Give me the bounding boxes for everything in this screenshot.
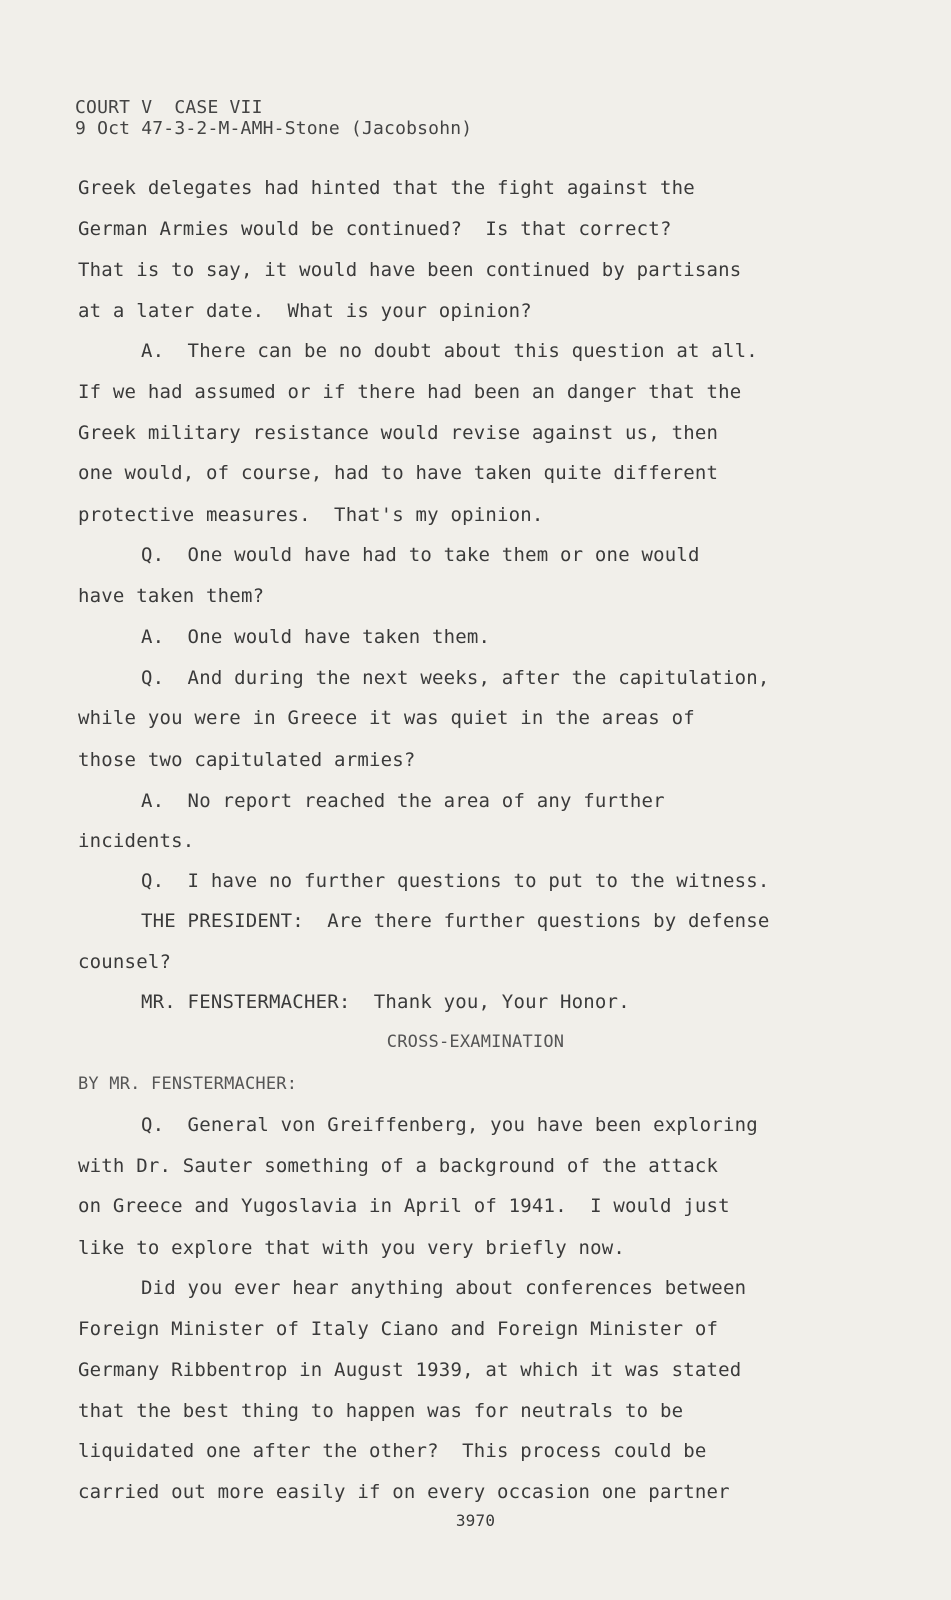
question-line: Q. And during the next weeks, after the capitulation, <box>141 667 770 689</box>
text-line: Did you ever hear anything about conferences between <box>141 1277 747 1299</box>
text-line: Germany Ribbentrop in August 1939, at which it was stated <box>78 1359 742 1381</box>
text-line: one would, of course, had to have taken quite different <box>78 462 719 484</box>
answer-line: A. One would have taken them. <box>141 626 491 648</box>
text-line: with Dr. Sauter something of a background of the attack <box>78 1155 719 1177</box>
text-line: at a later date. What is your opinion? <box>78 300 532 322</box>
question-line: Q. General von Greiffenberg, you have been exploring <box>141 1114 758 1136</box>
text-line: Greek military resistance would revise against us, then <box>78 422 719 444</box>
section-heading: CROSS-EXAMINATION <box>386 1032 565 1052</box>
text-line: protective measures. That's my opinion. <box>78 504 544 526</box>
page-number: 3970 <box>455 1511 496 1530</box>
text-line: incidents. <box>78 830 195 852</box>
answer-line: A. No report reached the area of any further <box>141 790 665 812</box>
question-line: Q. One would have had to take them or one would <box>141 544 700 566</box>
text-line: Foreign Minister of Italy Ciano and Foreign Minister of <box>78 1318 719 1340</box>
text-line: If we had assumed or if there had been an danger that the <box>78 381 742 403</box>
text-line: that the best thing to happen was for neutrals to be <box>78 1400 684 1422</box>
header-session-info: 9 Oct 47-3-2-M-AMH-Stone (Jacobsohn) <box>75 118 473 139</box>
text-line: That is to say, it would have been continued by partisans <box>78 259 742 281</box>
text-line: counsel? <box>78 951 172 973</box>
header-court-case: COURT V CASE VII <box>75 97 263 118</box>
text-line: like to explore that with you very briefly now. <box>78 1237 626 1259</box>
examiner-line: BY MR. FENSTERMACHER: <box>78 1074 298 1094</box>
answer-line: A. There can be no doubt about this question at all. <box>141 340 758 362</box>
speaker-line: MR. FENSTERMACHER: Thank you, Your Honor. <box>141 991 630 1013</box>
text-line: those two capitulated armies? <box>78 749 416 771</box>
speaker-line: THE PRESIDENT: Are there further questions by defense <box>141 910 770 932</box>
text-line: carried out more easily if on every occasion one partner <box>78 1481 730 1503</box>
text-line: Greek delegates had hinted that the fight against the <box>78 177 695 199</box>
text-line: have taken them? <box>78 585 265 607</box>
text-line: while you were in Greece it was quiet in the areas of <box>78 707 695 729</box>
text-line: on Greece and Yugoslavia in April of 1941. I would just <box>78 1195 730 1217</box>
text-line: German Armies would be continued? Is that correct? <box>78 218 672 240</box>
text-line: liquidated one after the other? This process could be <box>78 1440 707 1462</box>
question-line: Q. I have no further questions to put to the witness. <box>141 870 770 892</box>
